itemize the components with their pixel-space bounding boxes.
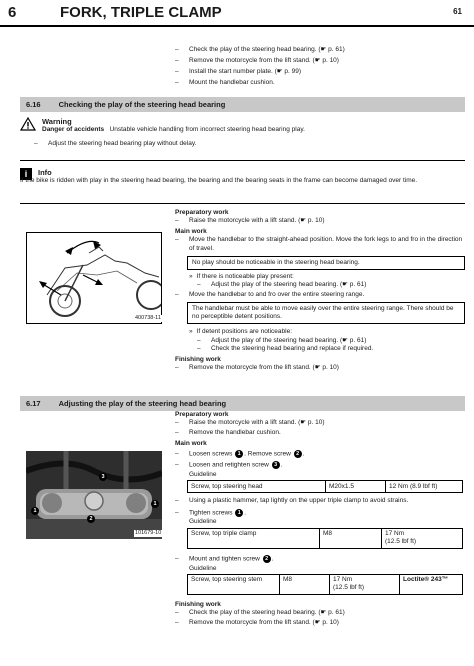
callout-2: 2 — [87, 515, 95, 523]
chapter-number: 6 — [8, 4, 17, 21]
guideline-label: Guideline — [189, 564, 217, 572]
preparatory-label: Preparatory work — [175, 411, 229, 418]
triple-clamp-illustration — [26, 451, 162, 539]
page-number: 61 — [453, 7, 462, 16]
section-heading-6-17: 6.17 Adjusting the play of the steering head bearing — [20, 396, 465, 411]
info-text: If the bike is ridden with play in the steering head bearing, the bearing and the bearing seats in the frame can become damaged over time. — [20, 177, 418, 185]
section1-procedure — [175, 209, 465, 372]
list-item: – Install the start number plate. (☛ p. 99) — [175, 68, 302, 76]
motorcycle-illustration — [27, 233, 162, 324]
callout-1: 1 — [235, 450, 243, 458]
condition: » If detent positions are noticeable: — [189, 328, 293, 336]
note-box: No play should be noticeable in the steering head bearing. — [187, 256, 465, 270]
torque-table — [187, 574, 463, 595]
finishing-label: Finishing work — [175, 601, 221, 608]
list-item: – Remove the motorcycle from the lift stand. (☛ p. 10) — [175, 363, 339, 371]
main-label: Main work — [175, 228, 207, 236]
callout-1: 1 — [235, 509, 243, 517]
torque-table — [187, 528, 463, 549]
list-item: – Remove the motorcycle from the lift stand. (☛ p. 10) — [175, 619, 339, 627]
divider — [20, 203, 465, 204]
table-row: Screw, top steering head M20x1.5 12 Nm (8.9 lbf ft) — [188, 481, 463, 493]
callout-1: 1 — [31, 507, 39, 515]
warning-lead: Danger of accidents — [42, 126, 105, 134]
table-row: Screw, top steering stem M8 17 Nm (12.5 lbf ft) Loctite® 243™ — [188, 574, 463, 594]
chapter-title: FORK, TRIPLE CLAMP — [60, 4, 222, 21]
table-row: Screw, top triple clamp M8 17 Nm (12.5 lbf ft) — [188, 528, 463, 548]
info-block — [20, 168, 465, 186]
divider — [20, 160, 465, 161]
note-box: The handlebar must be able to move easily over the entire steering range. There should be no perceptible detent positions. — [187, 302, 465, 324]
list-item: – Adjust the play of the steering head bearing. (☛ p. 61) — [197, 280, 367, 288]
list-item: – Remove the motorcycle from the lift stand. (☛ p. 10) — [175, 57, 339, 65]
list-item: – Using a plastic hammer, tap lightly on the upper triple clamp to avoid strains. — [175, 497, 409, 505]
torque-table — [187, 480, 463, 493]
list-item: – Adjust the steering head bearing play without delay. — [34, 139, 197, 147]
main-label: Main work — [175, 440, 207, 448]
intro-steps — [175, 46, 465, 88]
list-item: – Loosen screws 1 . Remove screw 2 . — [175, 449, 305, 458]
image-caption: 101679-10 — [135, 530, 162, 536]
list-item: – Check the play of the steering head bearing. (☛ p. 61) — [175, 609, 345, 617]
guideline-label: Guideline — [189, 471, 217, 479]
condition: » If there is noticeable play present: — [189, 272, 294, 280]
list-item: – Move the handlebar to the straight-ahead position. Move the fork legs to and fro in the direction of travel. — [175, 236, 463, 252]
list-item: – Mount the handlebar cushion. — [175, 79, 275, 87]
finishing-label: Finishing work — [175, 355, 221, 363]
list-item: – Mount and tighten screw 2 . — [175, 554, 274, 563]
image-caption: 400738-11 — [135, 315, 161, 321]
list-item: – Loosen and retighten screw 3 . — [175, 461, 283, 470]
motorcycle-image — [26, 232, 162, 324]
list-item: – Check the steering head bearing and replace if required. — [197, 344, 374, 352]
warning-text: Unstable vehicle handling from incorrect steering head bearing play. — [109, 126, 305, 134]
section2-procedure — [175, 411, 465, 627]
guideline-label: Guideline — [189, 518, 217, 526]
warning-block — [20, 117, 465, 148]
warning-icon — [20, 117, 36, 131]
callout-1: 1 — [151, 500, 159, 508]
section-heading-6-16: 6.16 Checking the play of the steering head bearing — [20, 97, 465, 112]
list-item: – Adjust the play of the steering head bearing. (☛ p. 61) — [197, 336, 367, 344]
header-rule — [0, 25, 474, 27]
list-item: – Check the play of the steering head bearing. (☛ p. 61) — [175, 46, 345, 53]
info-title: Info — [38, 168, 52, 177]
info-icon: i — [20, 168, 32, 180]
callout-3: 3 — [272, 461, 280, 469]
warning-title: Warning — [42, 117, 72, 126]
callout-3: 3 — [99, 473, 107, 481]
list-item: – Raise the motorcycle with a lift stand. (☛ p. 10) — [175, 217, 325, 225]
list-item: – Raise the motorcycle with a lift stand. (☛ p. 10) — [175, 419, 325, 427]
list-item: – Move the handlebar to and fro over the entire steering range. — [175, 291, 365, 298]
callout-2: 2 — [263, 555, 271, 563]
list-item: – Remove the handlebar cushion. — [175, 429, 281, 437]
callout-2: 2 — [294, 450, 302, 458]
list-item: – Tighten screws 1 . — [175, 508, 247, 517]
preparatory-label: Preparatory work — [175, 209, 229, 216]
triple-clamp-photo — [26, 451, 162, 539]
